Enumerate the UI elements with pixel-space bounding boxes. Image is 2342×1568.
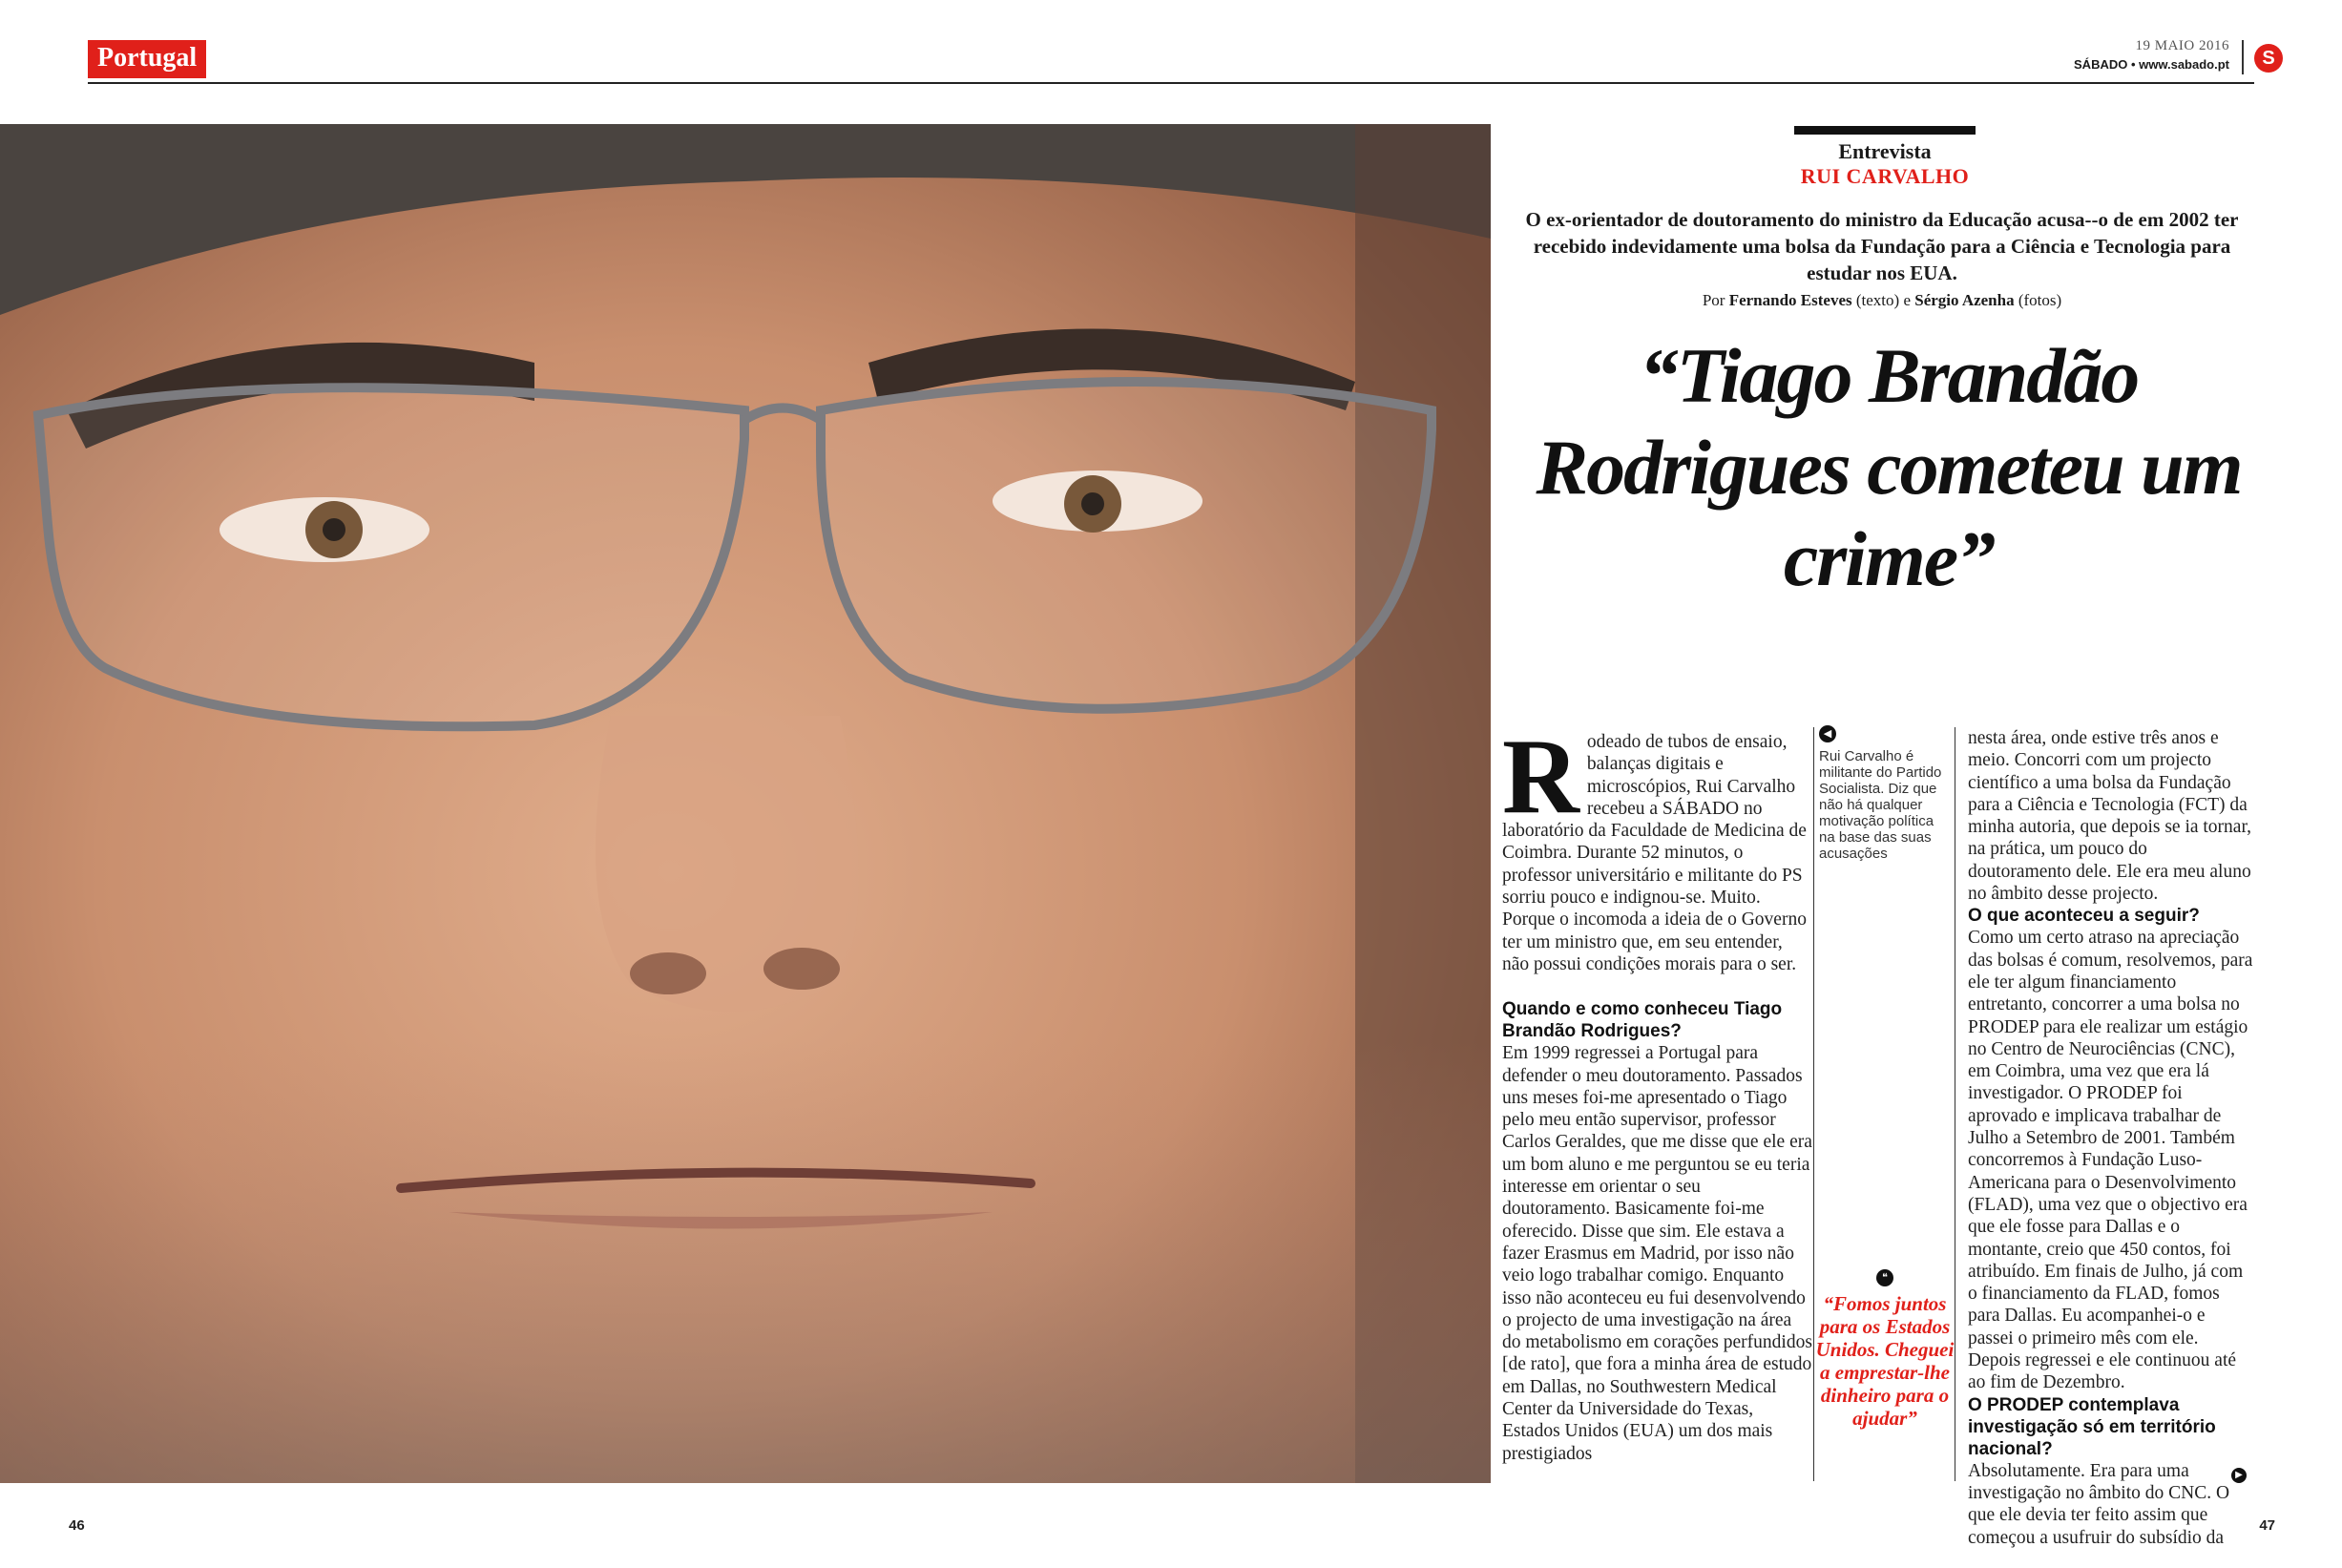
page-number-left: 46 [69, 1517, 85, 1534]
kicker: Entrevista [1838, 139, 1932, 163]
drop-cap: R [1502, 718, 1579, 836]
page-number-right: 47 [2259, 1517, 2275, 1534]
portrait-photo [0, 124, 1491, 1483]
sabado-logo: S [2254, 44, 2283, 73]
photo-caption: Rui Carvalho é militante do Partido Socialista. Diz que não há qualquer motivação política na base das suas acusações [1819, 748, 1942, 862]
header-rule [88, 82, 2254, 84]
kicker-rule [1794, 126, 1976, 135]
byline-author: Fernando Esteves [1728, 291, 1852, 309]
headline: “Tiago Brandão Rodrigues cometeu um crime” [1536, 332, 2242, 602]
masthead [2074, 36, 2229, 74]
question-3: O PRODEP contemplava investigação só em território nacional? [1968, 1394, 2216, 1459]
answer-1: Em 1999 regressei a Portugal para defender o meu doutoramento. Passados uns meses foi-me apresentado o Tiago pelo meu então supervisor, professor Carlos Geraldes, que me disse que ele era um bom aluno e me perguntou se eu teria interesse em orientar o seu doutoramento. Basicamente foi-me oferecido. Disse que sim. Ele estava a fazer Erasmus em Madrid, por isso não veio logo trabalhar comigo. Enquanto isso não aconteceu eu fui desenvolvendo o projecto de uma investigação na área do metabolismo em corações perfundidos [de rato], que fora a minha área de estudo em Dallas, no Southwestern Medical Center da Universidade do Texas, Estados Unidos (EUA) um dos mais prestigiados [1502, 1043, 1812, 1464]
pull-quote-text: “Fomos juntos para os Estados Unidos. Cheguei a emprestar-lhe dinheiro para o ajudar” [1815, 1292, 1955, 1430]
issue-date: 19 MAIO 2016 [2135, 38, 2229, 53]
intro-paragraph: odeado de tubos de ensaio, balanças digitais e microscópios, Rui Carvalho recebeu a SÁBADO no laboratório da Faculdade de Medicina de Coimbra. Durante 52 minutos, o professor universitário e militante do PS sorriu pouco e indignou-se. Muito. Porque o incomoda a ideia de o Governo ter um ministro que, em seu entender, não possui condições morais para o ser. [1502, 732, 1807, 974]
continue-arrow-icon: ▶ [2231, 1468, 2247, 1483]
article-column-3 [1968, 727, 2254, 1549]
question-2: O que aconteceu a seguir? [1968, 906, 2200, 927]
section-tag: Portugal [88, 40, 206, 78]
article-column-1 [1502, 718, 1812, 1465]
masthead-separator [2242, 40, 2244, 74]
answer-2: Como um certo atraso na apreciação das bolsas é comum, resolvemos, para ele ter algum financiamento entretanto, concorrer a uma bolsa no PRODEP para ele realizar um estágio no Centro de Neurociências (CNC), em Coimbra, uma vez que era lá investigador. O PRODEP foi aprovado e implicava trabalhar de Julho a Setembro de 2001. Também concorremos à Fundação Luso-Americana para o Desenvolvimento (FLAD), uma vez que o objectivo era que ele fosse para Dallas e o montante, creio que 450 contos, foi atribuído. Em finais de Julho, já com o financiamento da FLAD, fomos para Dallas. Eu acompanhei-o e passei o primeiro mês com ele. Depois regressei e ele continuou até ao fim de Dezembro. [1968, 928, 2253, 1393]
answer-3: Absolutamente. Era para uma investigação no âmbito do CNC. O que ele devia ter feito assim que começou a usufruir do subsídio da [1968, 1460, 2230, 1548]
site-url: SÁBADO • www.sabado.pt [2074, 57, 2229, 72]
question-1: Quando e como conheceu Tiago Brandão Rodrigues? [1502, 999, 1783, 1042]
portrait-illustration [0, 124, 1491, 1483]
continuation-paragraph: nesta área, onde estive três anos e meio. Concorri com um projecto científico a uma bolsa da Fundação para a Ciência e Tecnologia (FCT) da minha autoria, que depois se ia tornar, na prática, um pouco do doutoramento dele. Ele era meu aluno no âmbito desse projecto. [1968, 728, 2252, 905]
quote-icon: ❝ [1876, 1269, 1893, 1286]
standfirst: O ex-orientador de doutoramento do ministro da Educação acusa-‑o de em 2002 ter recebido indevidamente uma bolsa da Fundação para a Ciência e Tecnologia para estudar nos EUA. [1525, 208, 2239, 284]
arrow-left-icon: ◀ [1819, 725, 1836, 742]
kicker-name: RUI CARVALHO [1800, 164, 1970, 188]
byline-photographer: Sérgio Azenha [1914, 291, 2015, 309]
byline: Por Fernando Esteves (texto) e Sérgio Azenha (fotos) [1702, 291, 2062, 309]
photo-caption-block [1819, 725, 1949, 862]
pull-quote [1813, 1269, 1956, 1430]
